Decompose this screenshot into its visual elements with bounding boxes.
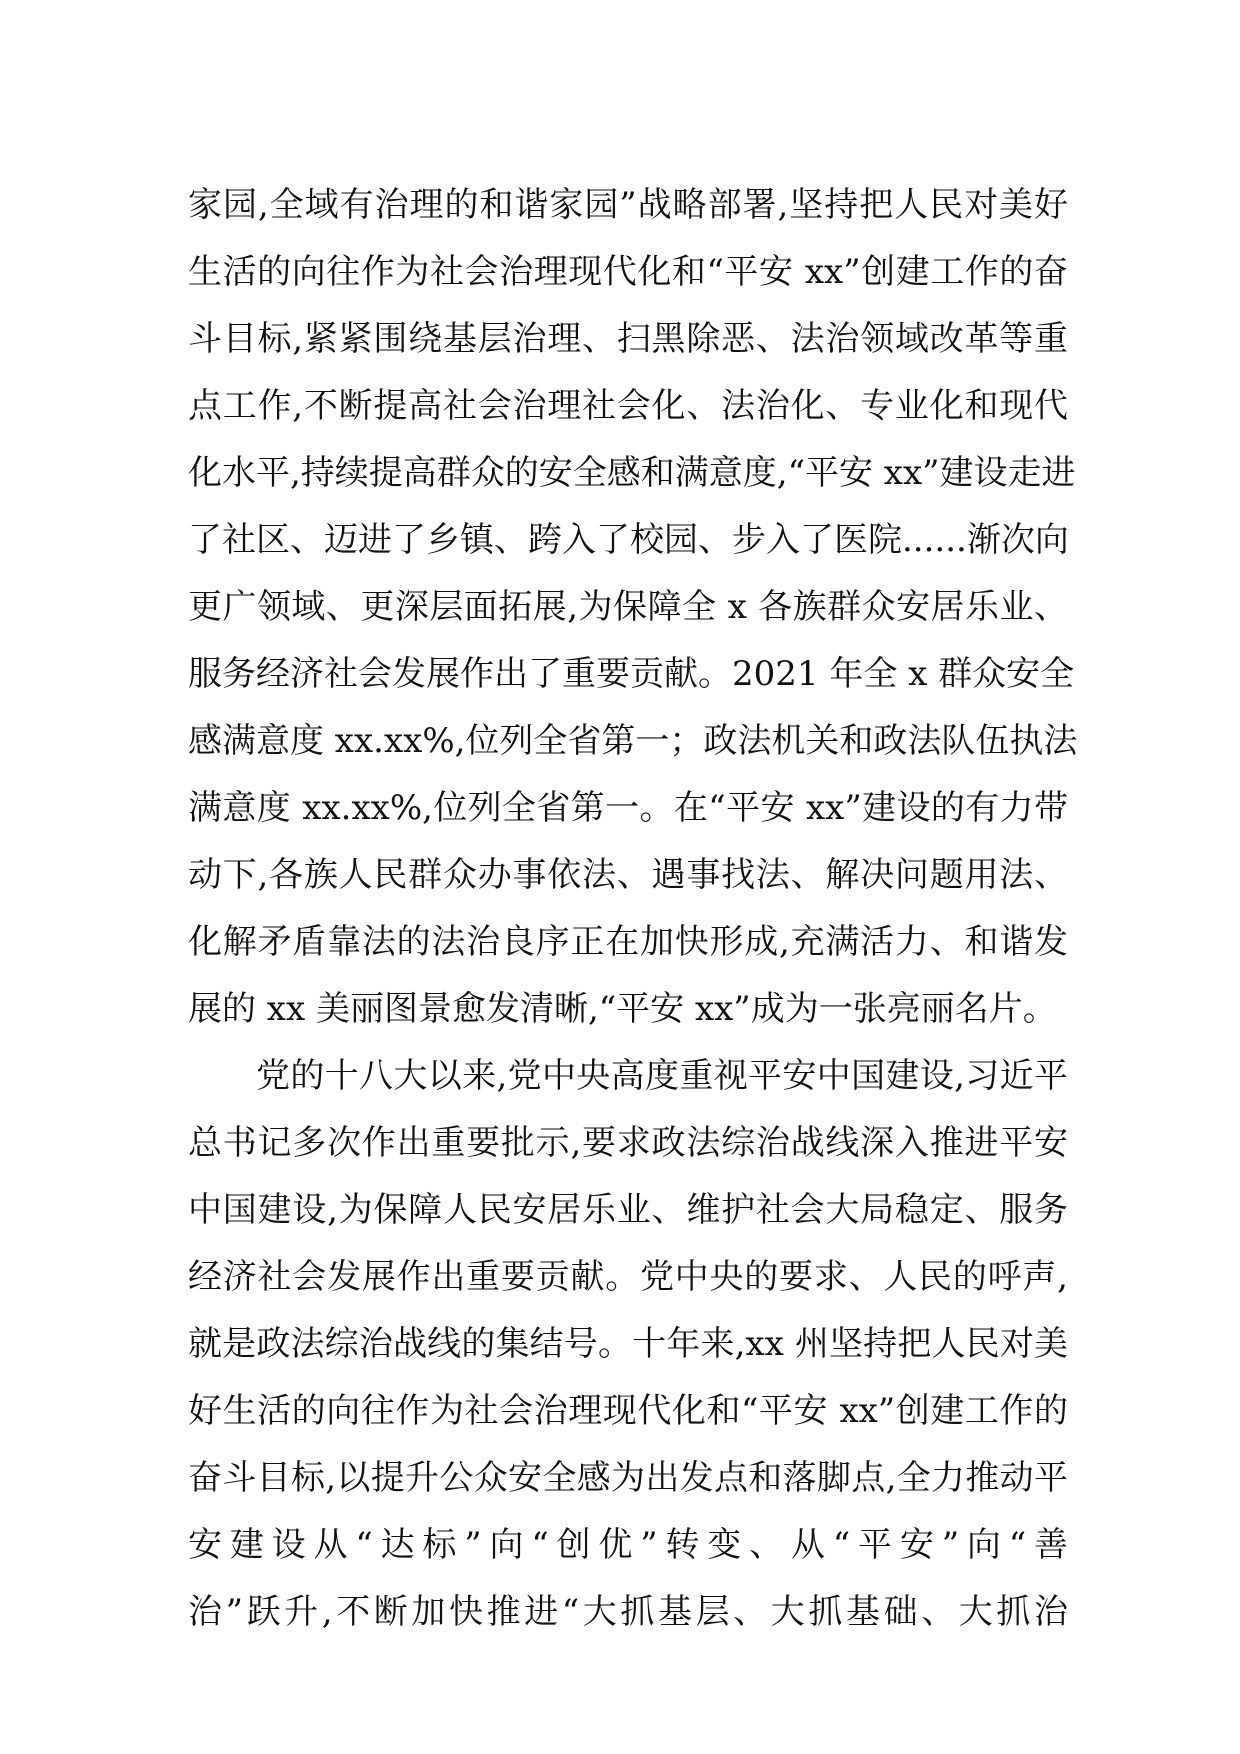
text-line: 生活的向往作为社会治理现代化和“平安 xx”创建工作的奋 [188,252,1068,292]
text-line: 就是政法综治战线的集结号。十年来,xx 州坚持把人民对美 [188,1324,1068,1364]
text-line: 服务经济社会发展作出了重要贡献。2021 年全 x 群众安全 [188,654,1075,694]
text-line: 斗目标,紧紧围绕基层治理、扫黑除恶、法治领域改革等重 [188,319,1068,359]
text-line: 好生活的向往作为社会治理现代化和“平安 xx”创建工作的 [188,1391,1068,1431]
text-line: 奋斗目标,以提升公众安全感为出发点和落脚点,全力推动平 [188,1458,1068,1498]
paragraph-1 [188,172,1078,1043]
text-line: 家园,全域有治理的和谐家园”战略部署,坚持把人民对美好 [188,185,1068,225]
text-line: 更广领域、更深层面拓展,为保障全 x 各族群众安居乐业、 [188,587,1068,627]
text-line: 感满意度 xx.xx%,位列全省第一；政法机关和政法队伍执法 [188,721,1078,761]
text-line: 化水平,持续提高群众的安全感和满意度,“平安 xx”建设走进 [188,453,1076,493]
text-line: 党的十八大以来,党中央高度重视平安中国建设,习近平 [256,1056,1068,1096]
text-line: 动下,各族人民群众办事依法、遇事找法、解决问题用法、 [188,855,1068,895]
text-line: 经济社会发展作出重要贡献。党中央的要求、人民的呼声, [188,1257,1068,1297]
text-line: 展的 xx 美丽图景愈发清晰,“平安 xx”成为一张亮丽名片。 [188,989,1057,1029]
text-line: 总书记多次作出重要批示,要求政法综治战线深入推进平安 [188,1123,1068,1163]
text-line: 化解矛盾靠法的法治良序正在加快形成,充满活力、和谐发 [188,922,1068,962]
text-line: 治”跃升,不断加快推进“大抓基层、大抓基础、大抓治 [188,1592,1068,1632]
text-line: 点工作,不断提高社会治理社会化、法治化、专业化和现代 [188,386,1068,426]
text-line: 满意度 xx.xx%,位列全省第一。在“平安 xx”建设的有力带 [188,788,1068,828]
text-line: 安建设从“达标”向“创优”转变、从“平安”向“善 [188,1525,1068,1565]
text-line: 中国建设,为保障人民安居乐业、维护社会大局稳定、服务 [188,1190,1068,1230]
text-line: 了社区、迈进了乡镇、跨入了校园、步入了医院......渐次向 [188,520,1069,560]
paragraph-2 [188,1043,1068,1646]
document-body [188,172,1078,1646]
